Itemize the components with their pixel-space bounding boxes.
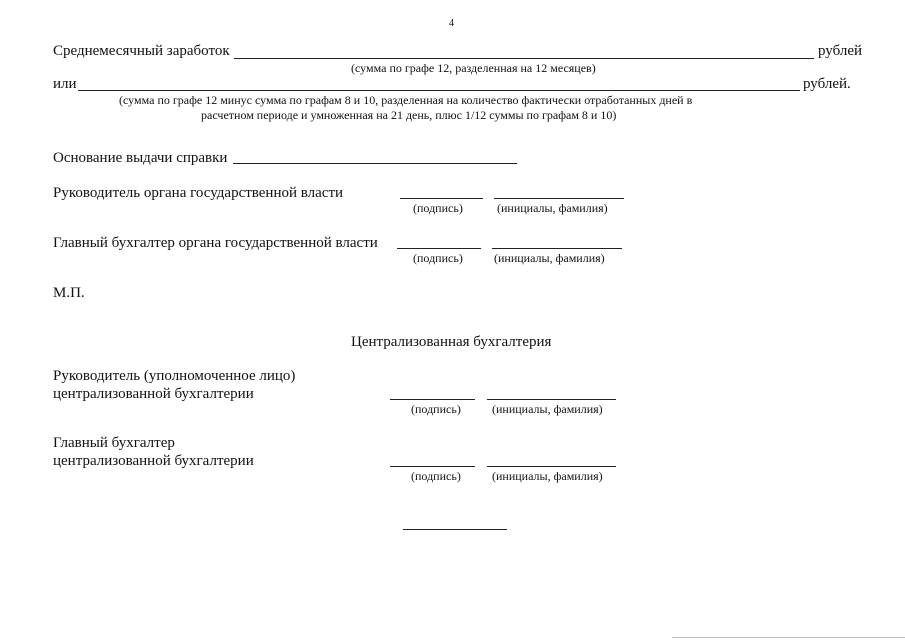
signature-hint-central-head: (подпись) <box>411 402 461 416</box>
central-head-role-line1: Руководитель (уполномоченное лицо) <box>53 368 296 384</box>
basis-label: Основание выдачи справки <box>53 150 228 166</box>
name-hint-central-accountant: (инициалы, фамилия) <box>492 469 603 483</box>
stamp-label: М.П. <box>53 285 85 301</box>
signature-field-accountant[interactable] <box>397 248 481 249</box>
name-hint-central-head: (инициалы, фамилия) <box>492 402 603 416</box>
earnings-unit: рублей <box>818 43 863 59</box>
alternative-field[interactable] <box>78 90 800 91</box>
signature-field-central-accountant[interactable] <box>390 466 475 467</box>
name-field-head[interactable] <box>494 198 624 199</box>
alternative-note-line1: (сумма по графе 12 минус сумма по графам 8 и 10, разделенная на количество фактически отработанных дней в <box>119 93 693 107</box>
basis-field[interactable] <box>233 163 517 164</box>
signature-field-central-head[interactable] <box>390 399 475 400</box>
alternative-label: или <box>53 76 77 92</box>
page-edge-line <box>672 637 905 638</box>
name-hint-accountant: (инициалы, фамилия) <box>494 251 605 265</box>
signer-role-accountant: Главный бухгалтер органа государственной власти <box>53 235 378 251</box>
alternative-note-line2: расчетном периоде и умноженная на 21 день, плюс 1/12 суммы по графам 8 и 10) <box>201 108 617 122</box>
alternative-unit: рублей. <box>803 76 851 92</box>
signature-hint-head: (подпись) <box>413 201 463 215</box>
central-accountant-role-line1: Главный бухгалтер <box>53 435 175 451</box>
end-divider <box>403 529 507 530</box>
name-field-central-head[interactable] <box>487 399 616 400</box>
central-accountant-role-line2: централизованной бухгалтерии <box>53 453 254 469</box>
earnings-field[interactable] <box>234 58 814 59</box>
name-field-accountant[interactable] <box>492 248 622 249</box>
signature-hint-accountant: (подпись) <box>413 251 463 265</box>
earnings-note: (сумма по графе 12, разделенная на 12 месяцев) <box>351 61 596 75</box>
name-field-central-accountant[interactable] <box>487 466 616 467</box>
signature-field-head[interactable] <box>400 198 483 199</box>
signature-hint-central-accountant: (подпись) <box>411 469 461 483</box>
page-number: 4 <box>449 18 454 29</box>
centralized-heading: Централизованная бухгалтерия <box>351 334 552 350</box>
signer-role-head: Руководитель органа государственной власти <box>53 185 344 201</box>
earnings-label: Среднемесячный заработок <box>53 43 230 59</box>
name-hint-head: (инициалы, фамилия) <box>497 201 608 215</box>
central-head-role-line2: централизованной бухгалтерии <box>53 386 254 402</box>
